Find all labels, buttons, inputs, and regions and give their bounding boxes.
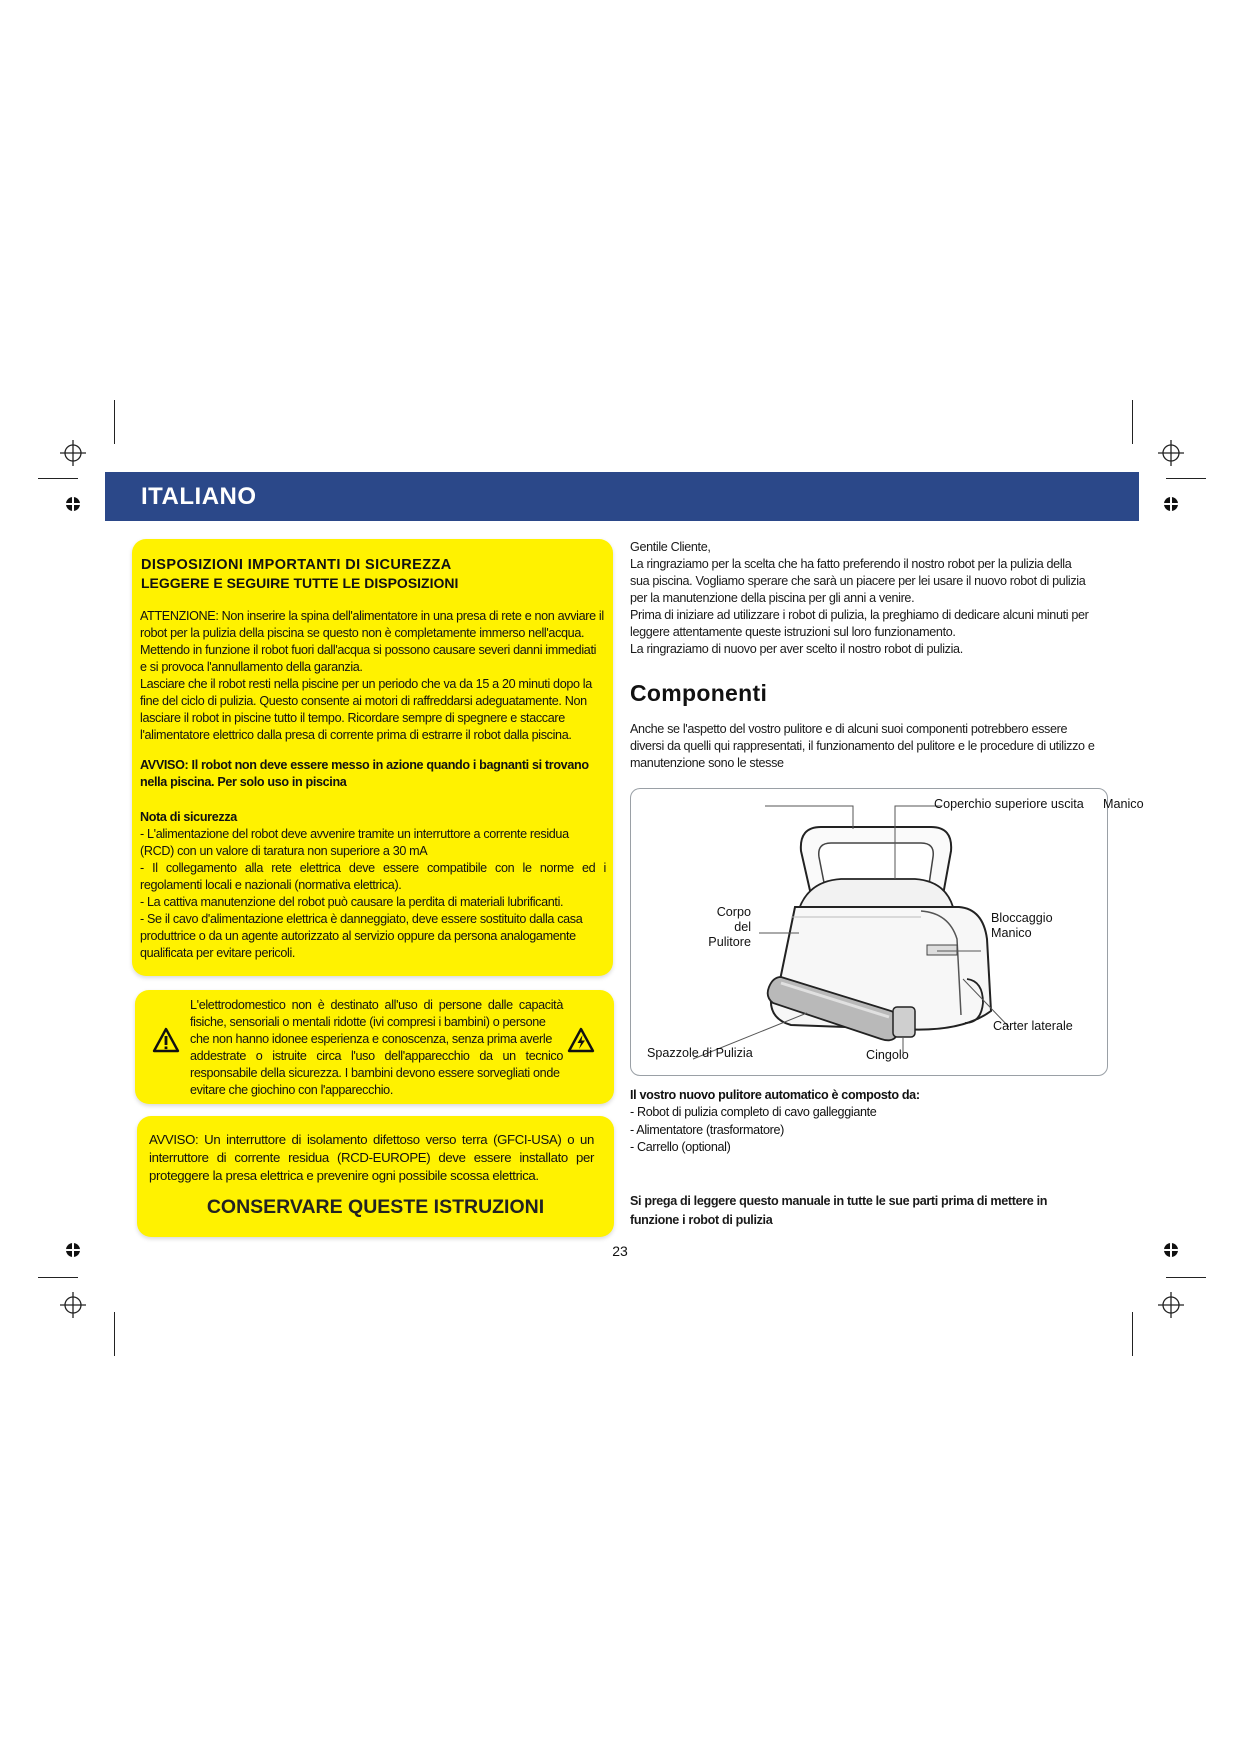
label-body [691, 905, 751, 950]
text-line: fine del ciclo di pulizia. Questo consente ai motori di raffreddarsi adeguatamente. Non [140, 694, 587, 708]
avviso-paragraph [140, 757, 610, 791]
text-line: Lasciare che il robot resti nella piscine per un periodo che va da 15 a 20 minuti dopo la [140, 677, 592, 691]
label-line: del [734, 920, 751, 934]
crop-mark-left-top [38, 478, 78, 479]
text-line: nella piscina. Per solo uso in piscina [140, 775, 347, 789]
crop-mark-top-right [1132, 400, 1133, 444]
attention-paragraph [140, 608, 660, 744]
text-line: che non hanno idonee esperienza e conoscenza, senza prima averle [190, 1032, 552, 1046]
components-heading: Componenti [630, 680, 768, 706]
text-line: fisiche, sensoriali o mentali ridotte (ivi compresi i bambini) o persone [190, 1015, 546, 1029]
list-item: - Carrello (optional) [630, 1140, 731, 1154]
list-item: - Alimentatore (trasformatore) [630, 1123, 784, 1137]
text-line: leggere attentamente queste istruzioni sul loro funzionamento. [630, 625, 956, 639]
gfci-warning-text [149, 1131, 594, 1185]
text-line: AVVISO: Un interruttore di isolamento difettoso verso terra (GFCI-USA) o un [149, 1132, 594, 1147]
warning-icon [152, 1027, 180, 1053]
registration-dot-icon [66, 1243, 80, 1257]
text-line: La ringraziamo di nuovo per aver scelto il nostro robot di pulizia. [630, 642, 963, 656]
text-line: AVVISO: Il robot non deve essere messo in azione quando i bagnanti si trovano [140, 758, 589, 772]
composition-title: Il vostro nuovo pulitore automatico è composto da: [630, 1088, 920, 1102]
registration-dot-icon [1164, 497, 1178, 511]
list-item: - Robot di pulizia completo di cavo galleggiante [630, 1105, 877, 1119]
registration-mark-icon [60, 440, 86, 466]
text-line: - Se il cavo d'alimentazione elettrica è danneggiato, deve essere sostituito dalla casa [140, 912, 583, 926]
text-line: robot per la pulizia della piscina se questo non è completamente immerso nell'acqua. [140, 626, 585, 640]
text-line: Gentile Cliente, [630, 540, 711, 554]
label-handle: Manico [1103, 797, 1144, 811]
text-line: sua piscina. Vogliamo sperare che sarà un piacere per lei usare il nuovo robot di pulizia [630, 574, 1086, 588]
registration-mark-icon [60, 1292, 86, 1318]
safety-subheading: LEGGERE E SEGUIRE TUTTE LE DISPOSIZIONI [141, 575, 459, 591]
text-line: regolamenti locali e nazionali (normativa elettrica). [140, 878, 402, 892]
text-line: L'elettrodomestico non è destinato all'uso di persone dalle capacità [190, 998, 563, 1012]
text-line: evitare che giochino con l'apparecchio. [190, 1083, 393, 1097]
text-line: addestrate o istruite circa l'uso dell'apparecchio da un tecnico [190, 1049, 563, 1063]
closing-note [630, 1192, 1130, 1230]
text-line: ATTENZIONE: Non inserire la spina dell'alimentatore in una presa di rete e non avviare il [140, 609, 604, 623]
text-line: Anche se l'aspetto del vostro pulitore e di alcuni suoi componenti potrebbero essere [630, 722, 1068, 736]
registration-dot-icon [66, 497, 80, 511]
crop-mark-right-bottom [1166, 1277, 1206, 1278]
text-line: l'alimentatore elettrico dalla presa di corrente prima di estrarre il robot dalla piscina. [140, 728, 572, 742]
text-line: funzione i robot di pulizia [630, 1213, 773, 1227]
crop-mark-bottom-left [114, 1312, 115, 1356]
text-line: lasciare il robot in piscine tutto il tempo. Ricordare sempre di spegnere e staccare [140, 711, 565, 725]
crop-mark-top-left [114, 400, 115, 444]
appliance-warning-text [190, 997, 563, 1099]
text-line: Mettendo in funzione il robot fuori dall'acqua si possono causare severi danni immediati [140, 643, 597, 657]
text-line: La ringraziamo per la scelta che ha fatto preferendo il nostro robot per la pulizia della [630, 557, 1072, 571]
text-line: - La cattiva manutenzione del robot può causare la perdita di materiali lubrificanti. [140, 895, 564, 909]
keep-instructions-heading: CONSERVARE QUESTE ISTRUZIONI [206, 1196, 545, 1218]
registration-dot-icon [1164, 1243, 1178, 1257]
text-line: Prima di iniziare ad utilizzare i robot di pulizia, la preghiamo di dedicare alcuni minuti per [630, 608, 1089, 622]
label-handle-lock [991, 911, 1053, 941]
page-number: 23 [612, 1243, 628, 1259]
safety-heading: DISPOSIZIONI IMPORTANTI DI SICUREZZA [141, 557, 452, 573]
crop-mark-right-top [1166, 478, 1206, 479]
text-line: proteggere la presa elettrica e prevenire ogni possibile scossa elettrica. [149, 1168, 539, 1183]
text-line: qualificata per evitare pericoli. [140, 946, 296, 960]
label-brushes: Spazzole di Pulizia [647, 1046, 753, 1060]
label-track: Cingolo [866, 1048, 909, 1062]
text-line: manutenzione sono le stesse [630, 756, 784, 770]
gfci-warning-box [137, 1116, 614, 1237]
crop-mark-left-bottom [38, 1277, 78, 1278]
text-line: diversi da quelli qui rappresentati, il funzionamento del pulitore e le procedure di utilizzo e [630, 739, 1095, 753]
crop-mark-bottom-right [1132, 1312, 1133, 1356]
label-line: Manico [991, 926, 1032, 940]
label-line: Corpo [716, 905, 751, 919]
label-line: Bloccaggio [991, 911, 1053, 925]
page-title: ITALIANO [141, 483, 257, 510]
registration-mark-icon [1158, 1292, 1184, 1318]
text-line: produttrice o da un agente autorizzato al servizio oppure da persona analogamente [140, 929, 576, 943]
components-description [630, 721, 1150, 772]
safety-note [140, 809, 606, 962]
registration-mark-icon [1158, 440, 1184, 466]
language-banner [105, 472, 1139, 521]
text-line: responsabile della sicurezza. I bambini devono essere sorvegliati onde [190, 1066, 560, 1080]
appliance-warning-box [135, 990, 614, 1104]
text-line: - Il collegamento alla rete elettrica deve essere compatibile con le norme ed i [140, 861, 606, 875]
text-line: Si prega di leggere questo manuale in tutte le sue parti prima di mettere in [630, 1194, 1048, 1208]
text-line: e si provoca l'annullamento della garanzia. [140, 660, 363, 674]
text-line: interruttore di corrente residua (RCD-EUROPE) deve essere installato per [149, 1150, 594, 1165]
intro-paragraph [630, 539, 1150, 658]
label-top-cover: Coperchio superiore uscita [934, 797, 1084, 811]
text-line: per la manutenzione della piscina per gli anni a venire. [630, 591, 915, 605]
safety-note-title: Nota di sicurezza [140, 810, 237, 824]
label-side-cover: Carter laterale [993, 1019, 1073, 1033]
label-line: Pulitore [708, 935, 751, 949]
text-line: - L'alimentazione del robot deve avvenire tramite un interruttore a corrente residua [140, 827, 569, 841]
robot-diagram [630, 788, 1144, 1076]
electric-hazard-icon [567, 1027, 595, 1053]
safety-box [132, 539, 613, 976]
text-line: (RCD) con un valore di taratura non superiore a 30 mA [140, 844, 428, 858]
